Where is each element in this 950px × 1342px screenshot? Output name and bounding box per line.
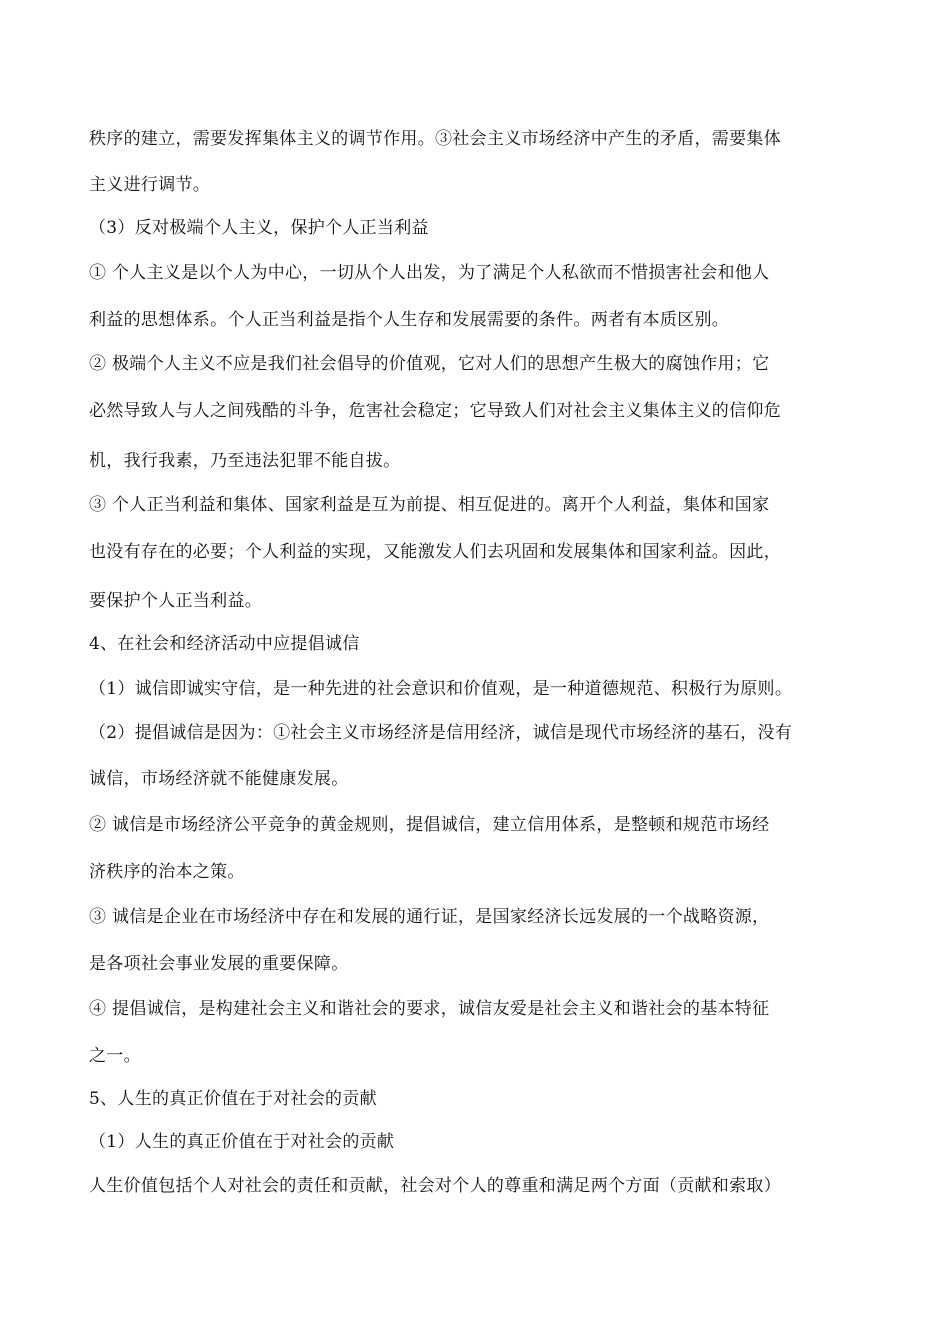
text-line: 主义进行调节。	[89, 175, 211, 195]
text-line: ③ 个人正当利益和集体、国家利益是互为前提、相互促进的。离开个人利益，集体和国家	[89, 495, 770, 515]
text-line: ③ 诚信是企业在市场经济中存在和发展的通行证，是国家经济长远发展的一个战略资源，	[89, 907, 770, 927]
text-line: 人生价值包括个人对社会的责任和贡献，社会对个人的尊重和满足两个方面（贡献和索取）	[89, 1176, 781, 1196]
text-line: 也没有存在的必要；个人利益的实现，又能激发人们去巩固和发展集体和国家利益。因此，	[89, 542, 781, 562]
text-line: 秩序的建立，需要发挥集体主义的调节作用。③社会主义市场经济中产生的矛盾，需要集体	[89, 129, 781, 149]
text-line: 济秩序的治本之策。	[89, 862, 245, 882]
text-line: 是各项社会事业发展的重要保障。	[89, 954, 349, 974]
text-line: 诚信，市场经济就不能健康发展。	[89, 769, 349, 789]
section-heading: 4、在社会和经济活动中应提倡诚信	[89, 634, 360, 654]
text-line: ① 个人主义是以个人为中心，一切从个人出发，为了满足个人私欲而不惜损害社会和他人	[89, 263, 770, 283]
text-line: 要保护个人正当利益。	[89, 591, 262, 611]
text-line: 机，我行我素，乃至违法犯罪不能自拔。	[89, 451, 401, 471]
text-line: （1）诚信即诚实守信，是一种先进的社会意识和价值观，是一种道德规范、积极行为原则。	[89, 679, 793, 699]
section-heading: （1）人生的真正价值在于对社会的贡献	[89, 1132, 395, 1152]
text-line: ④ 提倡诚信，是构建社会主义和谐社会的要求，诚信友爱是社会主义和谐社会的基本特征	[89, 999, 770, 1019]
section-heading: （3）反对极端个人主义，保护个人正当利益	[89, 218, 429, 238]
text-line: ② 诚信是市场经济公平竞争的黄金规则，提倡诚信，建立信用体系，是整顿和规范市场经	[89, 815, 770, 835]
section-heading: 5、人生的真正价值在于对社会的贡献	[89, 1089, 377, 1109]
text-line: 利益的思想体系。个人正当利益是指个人生存和发展需要的条件。两者有本质区别。	[89, 310, 730, 330]
text-line: （2）提倡诚信是因为：①社会主义市场经济是信用经济，诚信是现代市场经济的基石，没有	[89, 723, 793, 743]
text-line: 必然导致人与人之间残酷的斗争，危害社会稳定；它导致人们对社会主义集体主义的信仰危	[89, 401, 781, 421]
text-line: ② 极端个人主义不应是我们社会倡导的价值观，它对人们的思想产生极大的腐蚀作用；它	[89, 354, 770, 374]
text-line: 之一。	[89, 1046, 141, 1066]
